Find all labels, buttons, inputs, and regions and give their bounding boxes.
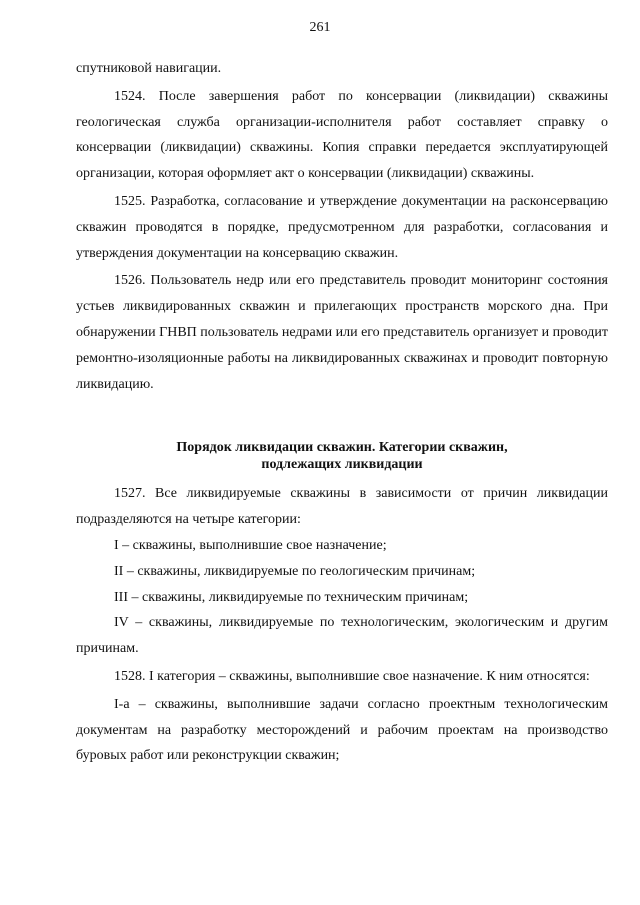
paragraph-continuation: спутниковой навигации. [76, 61, 222, 76]
paragraph-category-ia: I-а – скважины, выполнившие задачи согласно проектным технологическим документам на разработку месторождений и рабочим проектам на производство буровых работ или реконструкции скважин; [76, 696, 608, 764]
page-content [76, 56, 608, 769]
page-number: 261 [309, 20, 331, 35]
category-item-iv: IV – скважины, ликвидируемые по технологическим, экологическим и другим причинам. [76, 615, 608, 657]
category-item-ii: II – скважины, ликвидируемые по геологическим причинам; [114, 563, 476, 579]
paragraph-1527: 1527. Все ликвидируемые скважины в зависимости от причин ликвидации подразделяются на четыре категории: [76, 486, 608, 528]
category-item-iii: III – скважины, ликвидируемые по техническим причинам; [114, 589, 469, 605]
paragraph-1525: 1525. Разработка, согласование и утверждение документации на расконсервацию скважин проводятся в порядке, предусмотренном для разработки, согласования и утверждения документации на консервацию скважин. [76, 193, 608, 261]
paragraph-1526: 1526. Пользователь недр или его представитель проводит мониторинг состояния устьев ликвидированных скважин и прилегающих пространств морского дна. При обнаружении ГНВП пользователь недрами или его представитель организует и проводит ремонтно-изоляционные работы на ликвидированных скважинах и проводит повторную ликвидацию. [76, 273, 609, 392]
paragraph-1528: 1528. I категория – скважины, выполнившие свое назначение. К ним относятся: [114, 668, 590, 684]
section-heading-line-1: Порядок ликвидации скважин. Категории скважин, [176, 440, 508, 456]
category-item-i: I – скважины, выполнившие свое назначение; [114, 537, 387, 553]
section-heading-line-2: подлежащих ликвидации [261, 457, 423, 473]
paragraph-1524: 1524. После завершения работ по консервации (ликвидации) скважины геологическая служба организации-исполнителя работ составляет справку о консервации (ликвидации) скважины. Копия справки передается эксплуатирующей организации, которая оформляет акт о консервации (ликвидации) скважины. [76, 88, 608, 182]
section-heading [76, 439, 608, 473]
